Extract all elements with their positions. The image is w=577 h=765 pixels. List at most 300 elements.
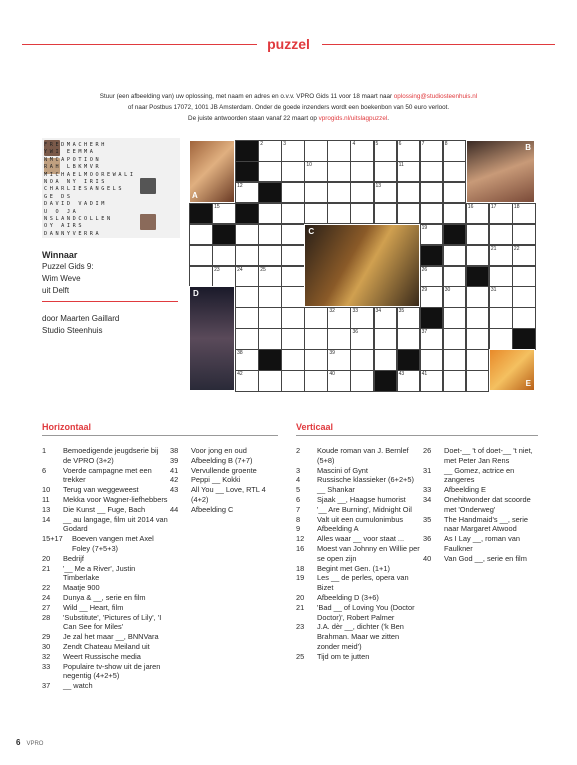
mini-puzzle-row: RAH LBKMVR	[44, 164, 102, 171]
grid-block	[235, 140, 259, 162]
grid-cell[interactable]	[304, 161, 328, 183]
grid-cell[interactable]	[258, 328, 282, 350]
cell-number: 4	[352, 141, 356, 147]
clue-text: J.A. dèr __, dichter ('k Ben Brahman. Maar we zitten zonder meid')	[317, 622, 404, 651]
clue-text: Wild __ Heart, film	[63, 602, 124, 612]
clue	[42, 495, 168, 505]
grid-block	[443, 224, 467, 246]
clue-text: Moest van Johnny en Willie per se open zijn	[317, 543, 420, 563]
winner-line: Puzzel Gids 9:	[42, 262, 94, 271]
grid-cell[interactable]	[327, 182, 351, 204]
clue	[423, 515, 541, 535]
grid-cell[interactable]	[304, 370, 328, 392]
clue-text: Vervullende groente	[191, 465, 257, 475]
grid-cell[interactable]	[258, 224, 282, 246]
results-link[interactable]: vprogids.nl/uitslagpuzzel	[318, 115, 388, 122]
clue	[423, 495, 541, 515]
grid-cell[interactable]	[374, 161, 398, 183]
clue	[296, 593, 422, 603]
grid-cell[interactable]	[258, 203, 282, 225]
clue	[42, 603, 168, 613]
clue-number: 43	[170, 485, 179, 495]
clue	[42, 534, 168, 554]
grid-cell[interactable]	[489, 266, 513, 288]
clue	[296, 475, 422, 485]
cell-number: 23	[214, 266, 220, 273]
clue-text: __ au langage, film uit 2014 van Godard	[63, 514, 168, 534]
grid-cell[interactable]	[420, 286, 444, 308]
grid-cell[interactable]	[443, 266, 467, 288]
grid-cell[interactable]	[212, 266, 236, 288]
clue-number: 20	[42, 553, 51, 563]
clue	[42, 632, 168, 642]
clue-number: 24	[42, 592, 51, 602]
grid-cell[interactable]	[327, 328, 351, 350]
clue-number: 39	[170, 455, 179, 465]
grid-cell[interactable]	[235, 224, 259, 246]
page-title: puzzel	[267, 36, 310, 52]
grid-cell[interactable]	[350, 203, 374, 225]
grid-cell[interactable]	[235, 349, 259, 371]
clue-text: Doet-__ 't of doet-__ 't niet, met Peter Jan Rens	[444, 446, 533, 465]
photo-label: D	[193, 289, 199, 299]
clue-number: 35	[423, 514, 432, 524]
grid-cell[interactable]	[281, 266, 305, 288]
clue-number: 6	[296, 494, 301, 504]
grid-block	[235, 203, 259, 225]
clue-number: 12	[296, 534, 305, 544]
clue-text: Begint met Gen. (1+1)	[317, 563, 390, 573]
mini-puzzle-row: GE DS	[44, 193, 73, 200]
clue	[42, 593, 168, 603]
grid-cell[interactable]	[374, 140, 398, 162]
cell-number: 21	[490, 245, 497, 252]
clue-number: 44	[170, 504, 179, 514]
cell-number: 5	[375, 141, 379, 147]
email-link[interactable]: oplossing@studiosteenhuis.nl	[393, 93, 478, 100]
photo-c	[304, 224, 419, 308]
grid-cell[interactable]	[420, 328, 444, 350]
grid-cell[interactable]	[489, 286, 513, 308]
grid-block	[235, 161, 259, 183]
clue-number: 23	[296, 622, 305, 632]
grid-cell[interactable]	[189, 266, 213, 288]
clue-number: 25	[296, 651, 305, 661]
credit-author: door Maarten Gaillard	[42, 314, 120, 323]
cell-number: 2	[260, 141, 263, 147]
cell-number: 34	[375, 308, 382, 315]
grid-cell[interactable]	[443, 349, 467, 371]
cell-number: 24	[237, 266, 243, 273]
clue-text: Mascini of Gynt	[317, 465, 368, 475]
grid-cell[interactable]	[512, 203, 536, 225]
grid-cell[interactable]	[466, 286, 490, 308]
clue-number: 18	[296, 563, 305, 573]
photo-e	[489, 349, 535, 391]
grid-cell[interactable]	[466, 224, 490, 246]
credit	[42, 313, 119, 337]
grid-cell[interactable]	[281, 307, 305, 329]
clue-number: 3	[296, 465, 301, 475]
clue	[42, 613, 168, 633]
grid-cell[interactable]	[443, 370, 467, 392]
grid-cell[interactable]	[235, 266, 259, 288]
clue-text: Bedrijf	[63, 553, 84, 563]
clue-number: 21	[42, 563, 51, 573]
cell-number: 7	[421, 141, 425, 147]
clue-text: Dunya & __, serie en film	[63, 592, 146, 602]
clue-text: Afbeelding E	[444, 485, 486, 495]
clue-text: Afbeelding D (3+6)	[317, 592, 379, 602]
clue-text: '__ Are Burning', Midnight Oil	[317, 504, 412, 514]
grid-block	[466, 266, 490, 288]
grid-cell[interactable]	[327, 140, 351, 162]
winner-block	[42, 249, 94, 297]
grid-cell[interactable]	[420, 266, 444, 288]
grid-cell[interactable]	[235, 370, 259, 392]
clue	[423, 554, 541, 564]
grid-cell[interactable]	[304, 140, 328, 162]
cell-number: 25	[260, 266, 266, 273]
grid-cell[interactable]	[374, 203, 398, 225]
grid-cell[interactable]	[258, 161, 282, 183]
grid-cell[interactable]	[397, 161, 421, 183]
clue-number: 30	[42, 641, 51, 651]
grid-cell[interactable]	[235, 307, 259, 329]
mini-puzzle-row: OY AIRS	[44, 223, 85, 230]
grid-cell[interactable]	[304, 203, 328, 225]
cell-number: 19	[421, 224, 428, 231]
grid-cell[interactable]	[397, 307, 421, 329]
grid-cell[interactable]	[397, 203, 421, 225]
clue	[170, 485, 280, 505]
grid-cell[interactable]	[374, 182, 398, 204]
grid-cell[interactable]	[489, 328, 513, 350]
grid-cell[interactable]	[281, 161, 305, 183]
clue	[42, 681, 168, 691]
clue-text: Voor jong en oud	[191, 446, 247, 455]
cell-number: 37	[421, 329, 428, 336]
clue	[170, 505, 280, 515]
grid-cell[interactable]	[443, 286, 467, 308]
grid-cell[interactable]	[420, 224, 444, 246]
grid-cell[interactable]	[443, 182, 467, 204]
clue-number: 21	[296, 602, 305, 612]
grid-cell[interactable]	[327, 161, 351, 183]
clue-text: Afbeelding A	[317, 524, 359, 534]
verticaal-clues-2	[423, 446, 541, 564]
clue-text: Valt uit een cumulonimbus	[317, 514, 404, 524]
grid-cell[interactable]	[420, 203, 444, 225]
grid-cell[interactable]	[512, 245, 536, 267]
cell-number: 35	[398, 308, 405, 315]
grid-cell[interactable]	[489, 307, 513, 329]
clue	[42, 466, 168, 486]
mini-puzzle-row: NOA NY IRIS	[44, 179, 107, 185]
grid-cell[interactable]	[258, 140, 282, 162]
cell-number: 31	[490, 287, 497, 294]
grid-cell[interactable]	[189, 224, 213, 246]
mini-puzzle-row: CHARLIESANGELS	[44, 186, 125, 193]
grid-cell[interactable]	[374, 307, 398, 329]
clue-text: 'Substitute', 'Pictures of Lily', 'I Can See for Miles'	[63, 612, 162, 632]
clue-text: Van God __, serie en film	[444, 553, 527, 563]
clue-number: 16	[296, 543, 305, 553]
grid-cell[interactable]	[350, 370, 374, 392]
photo-a	[189, 140, 235, 203]
instructions-line3: De juiste antwoorden staan vanaf 22 maart op	[188, 115, 319, 122]
horizontaal-clues-2	[170, 446, 280, 515]
clue-number: 6	[42, 465, 47, 475]
grid-block	[420, 307, 444, 329]
grid-cell[interactable]	[420, 182, 444, 204]
grid-cell[interactable]	[466, 370, 490, 392]
clue-number: 28	[42, 612, 51, 622]
cell-number: 10	[306, 161, 312, 168]
clue-text: Onehitwonder dat scoorde met 'Onderweg'	[444, 494, 531, 514]
clue	[296, 446, 422, 466]
clue	[296, 603, 422, 623]
grid-cell[interactable]	[235, 328, 259, 350]
grid-block	[258, 349, 282, 371]
clue-number: 38	[170, 446, 179, 455]
clue-text: Tijd om te jutten	[317, 651, 370, 661]
cell-number: 36	[352, 329, 359, 336]
cell-number: 33	[352, 308, 359, 315]
grid-cell[interactable]	[512, 224, 536, 246]
clue-text: Sjaak __, Haagse humorist	[317, 494, 406, 504]
photo-label: A	[192, 190, 198, 200]
clue	[170, 475, 280, 485]
photo-d	[189, 286, 235, 391]
grid-cell[interactable]	[466, 349, 490, 371]
cell-number: 29	[421, 287, 428, 294]
grid-cell[interactable]	[327, 203, 351, 225]
grid-cell[interactable]	[397, 182, 421, 204]
instructions-line2: of naar Postbus 17072, 1001 JB Amsterdam. Onder de goede inzenders wordt een boekenbon van 50 euro verloot.	[127, 104, 450, 111]
grid-cell[interactable]	[466, 328, 490, 350]
clue	[170, 466, 280, 476]
grid-cell[interactable]	[327, 349, 351, 371]
grid-cell[interactable]	[512, 266, 536, 288]
clue-number: 14	[42, 514, 51, 524]
grid-cell[interactable]	[489, 224, 513, 246]
grid-cell[interactable]	[235, 245, 259, 267]
cell-number: 26	[421, 266, 428, 273]
grid-cell[interactable]	[512, 286, 536, 308]
mini-puzzle-row: MICHAELMOOREWALI	[44, 171, 136, 178]
grid-cell[interactable]	[489, 203, 513, 225]
grid-cell[interactable]	[258, 307, 282, 329]
clue-text: All You __ Love, RTL 4 (4+2)	[191, 485, 266, 504]
grid-cell[interactable]	[350, 161, 374, 183]
grid-cell[interactable]	[281, 349, 305, 371]
clue-number: 31	[423, 465, 432, 475]
grid-cell[interactable]	[258, 370, 282, 392]
grid-cell[interactable]	[489, 245, 513, 267]
grid-cell[interactable]	[420, 140, 444, 162]
clue	[423, 466, 541, 486]
grid-cell[interactable]	[443, 328, 467, 350]
grid-cell[interactable]	[235, 286, 259, 308]
grid-cell[interactable]	[466, 203, 490, 225]
grid-cell[interactable]	[443, 140, 467, 162]
grid-block	[189, 203, 213, 225]
clue-text: Afbeelding C	[191, 504, 234, 514]
grid-cell[interactable]	[258, 286, 282, 308]
clue-text: 'Bad __ of Loving You (Doctor Doctor)', Robert Palmer	[317, 602, 415, 622]
grid-cell[interactable]	[212, 203, 236, 225]
photo-label: C	[308, 226, 315, 236]
grid-cell[interactable]	[327, 370, 351, 392]
instructions	[40, 91, 537, 124]
clue-number: 5	[296, 485, 301, 495]
clue-text: Weert Russische media	[63, 651, 141, 661]
credit-studio: Studio Steenhuis	[42, 326, 103, 335]
footer-label: VPRO	[26, 741, 44, 747]
winner-title: Winnaar	[42, 250, 78, 260]
cell-number: 18	[513, 203, 520, 210]
grid-block	[212, 224, 236, 246]
clue-text: Koude roman van J. Bernlef (5+8)	[317, 446, 409, 465]
winner-line: Wim Weve	[42, 274, 81, 283]
clue-number: 33	[423, 485, 432, 495]
grid-cell[interactable]	[420, 161, 444, 183]
clue-number: 33	[42, 661, 51, 671]
clue-text: Afbeelding B (7+7)	[191, 455, 253, 465]
grid-cell[interactable]	[281, 224, 305, 246]
clue	[42, 652, 168, 662]
grid-cell[interactable]	[350, 307, 374, 329]
clue-number: 2	[296, 446, 301, 455]
clue	[296, 573, 422, 593]
grid-cell[interactable]	[235, 182, 259, 204]
clue	[423, 485, 541, 495]
grid-cell[interactable]	[397, 140, 421, 162]
cell-number: 16	[467, 203, 474, 210]
grid-cell[interactable]	[443, 245, 467, 267]
grid-cell[interactable]	[281, 286, 305, 308]
clue-number: 7	[296, 504, 301, 514]
grid-cell[interactable]	[281, 370, 305, 392]
grid-cell[interactable]	[189, 245, 213, 267]
grid-cell[interactable]	[443, 203, 467, 225]
cell-number: 41	[421, 371, 428, 378]
clue	[296, 564, 422, 574]
photo-b	[466, 140, 535, 203]
clue	[296, 466, 422, 476]
clue	[296, 622, 422, 651]
clue-text: '__ Me a River', Justin Timberlake	[63, 563, 136, 583]
grid-cell[interactable]	[374, 349, 398, 371]
clue	[296, 652, 422, 662]
mini-puzzle-row: DANNYVERRA	[44, 230, 102, 237]
mini-puzzle-row: U O JA	[44, 208, 79, 215]
grid-cell[interactable]	[350, 182, 374, 204]
cell-number: 11	[398, 161, 404, 168]
clue	[42, 642, 168, 652]
grid-cell[interactable]	[466, 245, 490, 267]
clue-number: 22	[42, 583, 51, 593]
grid-cell[interactable]	[281, 328, 305, 350]
cell-number: 17	[490, 203, 497, 210]
cell-number: 40	[329, 371, 335, 378]
clue-number: 26	[423, 446, 432, 455]
clue	[170, 446, 280, 456]
grid-cell[interactable]	[281, 182, 305, 204]
clue	[296, 515, 422, 525]
page-footer	[16, 738, 43, 747]
grid-cell[interactable]	[304, 328, 328, 350]
clue-text: Alles waar __ voor staat ...	[317, 534, 405, 544]
cell-number: 8	[444, 141, 448, 147]
clue-text: __ Gomez, actrice en zangeres	[444, 465, 515, 485]
clue	[170, 456, 280, 466]
grid-cell[interactable]	[512, 307, 536, 329]
horizontaal-rule	[42, 435, 278, 436]
grid-cell[interactable]	[258, 266, 282, 288]
grid-cell[interactable]	[420, 349, 444, 371]
grid-cell[interactable]	[281, 140, 305, 162]
grid-block	[258, 182, 282, 204]
grid-cell[interactable]	[327, 307, 351, 329]
crossword-grid	[189, 140, 535, 391]
cell-number: 30	[444, 287, 451, 294]
mini-photo-3	[140, 178, 156, 194]
mini-puzzle-row: NSLANDCOLLEN	[44, 216, 113, 222]
clue	[42, 662, 168, 682]
clue-number: 42	[170, 475, 179, 485]
cell-number: 22	[513, 245, 520, 252]
cell-number: 39	[329, 350, 335, 357]
grid-cell[interactable]	[304, 307, 328, 329]
grid-cell[interactable]	[443, 307, 467, 329]
clue	[296, 534, 422, 544]
grid-cell[interactable]	[281, 245, 305, 267]
clue	[296, 495, 422, 505]
grid-cell[interactable]	[350, 328, 374, 350]
clue	[296, 524, 422, 534]
clue-text: Die Kunst __ Fuge, Bach	[63, 504, 146, 514]
cell-number: 38	[237, 350, 243, 357]
clue-number: 15+17	[42, 534, 63, 544]
clue	[42, 505, 168, 515]
clue	[42, 515, 168, 535]
clue	[42, 446, 168, 466]
clue-number: 4	[296, 475, 301, 485]
grid-cell[interactable]	[304, 349, 328, 371]
clue-number: 9	[296, 524, 301, 534]
grid-cell[interactable]	[397, 370, 421, 392]
grid-cell[interactable]	[420, 370, 444, 392]
clue-number: 1	[42, 446, 47, 455]
grid-cell[interactable]	[466, 307, 490, 329]
grid-cell[interactable]	[397, 328, 421, 350]
grid-cell[interactable]	[304, 182, 328, 204]
grid-cell[interactable]	[443, 161, 467, 183]
cell-number: 6	[398, 141, 402, 147]
grid-cell[interactable]	[258, 245, 282, 267]
grid-cell[interactable]	[350, 140, 374, 162]
grid-cell[interactable]	[374, 328, 398, 350]
clue-text: Boeven vangen met Axel Foley (7+5+3)	[72, 534, 154, 553]
clue-number: 29	[42, 632, 51, 642]
grid-cell[interactable]	[212, 245, 236, 267]
cell-number: 43	[398, 371, 405, 378]
grid-cell[interactable]	[281, 203, 305, 225]
grid-cell[interactable]	[350, 349, 374, 371]
clue-number: 19	[296, 573, 305, 583]
